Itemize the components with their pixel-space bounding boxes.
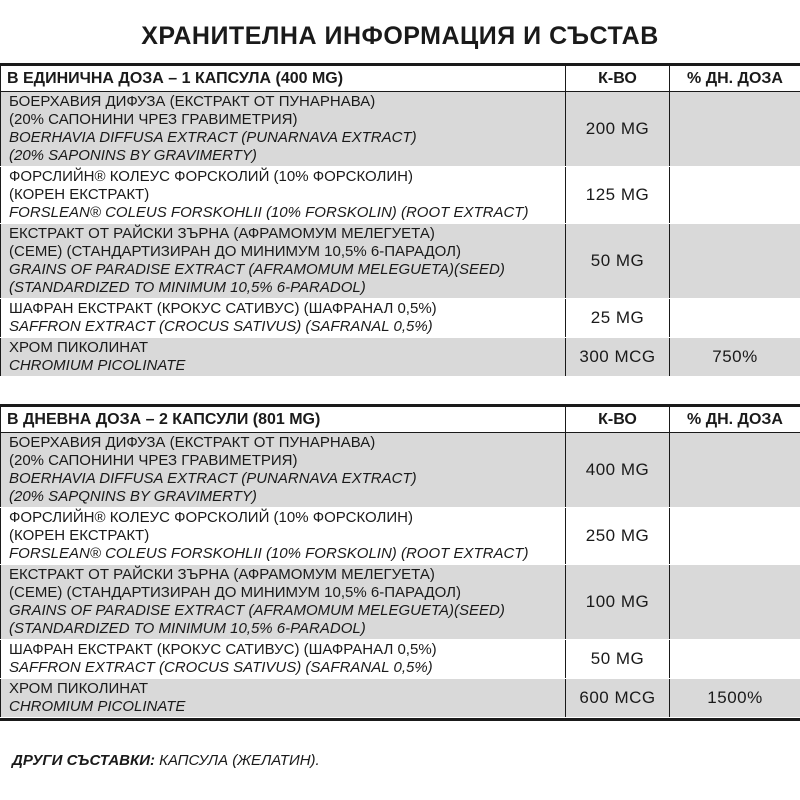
ingredient-name-en: GRAINS OF PARADISE EXTRACT (AFRAMOMUM MELEGUETA)(SEED) <box>9 261 505 278</box>
ingredient-daily-value <box>670 299 800 338</box>
ingredient-name-bg: (20% САПОНИНИ ЧРЕЗ ГРАВИМЕТРИЯ) <box>9 111 298 128</box>
ingredient-name-bg: БОЕРХАВИЯ ДИФУЗА (ЕКСТРАКТ ОТ ПУНАРНАВА) <box>9 93 376 110</box>
ingredient-name-en: CHROMIUM PICOLINATE <box>9 357 186 374</box>
ingredient-amount: 25 MG <box>566 299 670 338</box>
ingredient-name <box>1 679 566 718</box>
table-row <box>1 640 800 679</box>
ingredient-daily-value <box>670 433 800 508</box>
ingredient-name <box>1 640 566 679</box>
ingredient-name <box>1 508 566 565</box>
table-row <box>1 92 800 167</box>
ingredient-amount: 50 MG <box>566 224 670 299</box>
ingredient-name <box>1 433 566 508</box>
ingredient-amount: 50 MG <box>566 640 670 679</box>
ingredient-name <box>1 299 566 338</box>
ingredient-name <box>1 565 566 640</box>
ingredient-name <box>1 92 566 167</box>
table-row <box>1 167 800 224</box>
table-row <box>1 508 800 565</box>
ingredient-amount: 600 MCG <box>566 679 670 718</box>
daily-dose-table <box>0 404 800 718</box>
ingredient-amount: 200 MG <box>566 92 670 167</box>
ingredient-daily-value <box>670 508 800 565</box>
ingredient-amount: 125 MG <box>566 167 670 224</box>
table-header-row <box>1 65 800 92</box>
ingredient-name-bg: (КОРЕН ЕКСТРАКТ) <box>9 186 150 203</box>
ingredient-name-en: FORSLEAN® COLEUS FORSKOHLII (10% FORSKOLIN) (ROOT EXTRACT) <box>9 204 529 221</box>
ingredient-name-bg: ШАФРАН ЕКСТРАКТ (КРОКУС САТИВУС) (ШАФРАНАЛ 0,5%) <box>9 300 437 317</box>
table-row <box>1 338 800 377</box>
ingredient-name-en: CHROMIUM PICOLINATE <box>9 698 186 715</box>
ingredient-daily-value <box>670 167 800 224</box>
dv-header: % ДН. ДОЗА <box>670 406 800 433</box>
table-row <box>1 433 800 508</box>
ingredient-amount: 250 MG <box>566 508 670 565</box>
ingredient-name-en: (20% SAPQNINS BY GRAVIMERTY) <box>9 488 257 505</box>
ingredient-daily-value: 1500% <box>670 679 800 718</box>
ingredient-name-en: SAFFRON EXTRACT (CROCUS SATIVUS) (SAFRANAL 0,5%) <box>9 318 433 335</box>
ingredient-name-bg: ЕКСТРАКТ ОТ РАЙСКИ ЗЪРНА (АФРАМОМУМ МЕЛЕГУЕТА) <box>9 225 435 242</box>
ingredient-name-bg: ХРОМ ПИКОЛИНАТ <box>9 339 149 356</box>
table-row <box>1 679 800 718</box>
table-row <box>1 299 800 338</box>
ingredient-daily-value <box>670 640 800 679</box>
ingredient-name <box>1 167 566 224</box>
table-row <box>1 224 800 299</box>
other-ingredients-label: ДРУГИ СЪСТАВКИ: <box>12 752 156 769</box>
ingredient-name-bg: ФОРСЛИЙН® КОЛЕУС ФОРСКОЛИЙ (10% ФОРСКОЛИН) <box>9 168 413 185</box>
ingredient-name-bg: ФОРСЛИЙН® КОЛЕУС ФОРСКОЛИЙ (10% ФОРСКОЛИН) <box>9 509 413 526</box>
ingredient-daily-value <box>670 565 800 640</box>
ingredient-name <box>1 338 566 377</box>
ingredient-name-en: (STANDARDIZED TO MINIMUM 10,5% 6-PARADOL) <box>9 620 366 637</box>
page-title: ХРАНИТЕЛНА ИНФОРМАЦИЯ И СЪСТАВ <box>141 22 659 50</box>
other-ingredients <box>12 752 320 769</box>
ingredient-name-en: GRAINS OF PARADISE EXTRACT (AFRAMOMUM MELEGUETA)(SEED) <box>9 602 505 619</box>
table-header-row <box>1 406 800 433</box>
ingredient-name-en: SAFFRON EXTRACT (CROCUS SATIVUS) (SAFRANAL 0,5%) <box>9 659 433 676</box>
ingredient-amount: 100 MG <box>566 565 670 640</box>
ingredient-name-en: BOERHAVIA DIFFUSA EXTRACT (PUNARNAVA EXTRACT) <box>9 129 417 146</box>
section-header: В ДНЕВНА ДОЗА – 2 КАПСУЛИ (801 MG) <box>1 406 566 433</box>
ingredient-name-bg: (СЕМЕ) (СТАНДАРТИЗИРАН ДО МИНИМУМ 10,5% 6-ПАРАДОЛ) <box>9 584 462 601</box>
bottom-rule <box>0 718 800 721</box>
ingredient-name-en: (STANDARDIZED TO MINIMUM 10,5% 6-PARADOL) <box>9 279 366 296</box>
ingredient-name <box>1 224 566 299</box>
qty-header: К-ВО <box>566 65 670 92</box>
ingredient-name-bg: ЕКСТРАКТ ОТ РАЙСКИ ЗЪРНА (АФРАМОМУМ МЕЛЕГУЕТА) <box>9 566 435 583</box>
ingredient-daily-value: 750% <box>670 338 800 377</box>
dv-header: % ДН. ДОЗА <box>670 65 800 92</box>
ingredient-name-bg: ХРОМ ПИКОЛИНАТ <box>9 680 149 697</box>
qty-header: К-ВО <box>566 406 670 433</box>
ingredient-daily-value <box>670 224 800 299</box>
ingredient-name-bg: ШАФРАН ЕКСТРАКТ (КРОКУС САТИВУС) (ШАФРАНАЛ 0,5%) <box>9 641 437 658</box>
ingredient-name-bg: БОЕРХАВИЯ ДИФУЗА (ЕКСТРАКТ ОТ ПУНАРНАВА) <box>9 434 376 451</box>
other-ingredients-text: КАПСУЛА (ЖЕЛАТИН). <box>155 752 320 769</box>
ingredient-amount: 400 MG <box>566 433 670 508</box>
table-row <box>1 565 800 640</box>
ingredient-name-bg: (СЕМЕ) (СТАНДАРТИЗИРАН ДО МИНИМУМ 10,5% 6-ПАРАДОЛ) <box>9 243 462 260</box>
ingredient-name-en: BOERHAVIA DIFFUSA EXTRACT (PUNARNAVA EXTRACT) <box>9 470 417 487</box>
ingredient-daily-value <box>670 92 800 167</box>
ingredient-name-bg: (20% САПОНИНИ ЧРЕЗ ГРАВИМЕТРИЯ) <box>9 452 298 469</box>
ingredient-amount: 300 MCG <box>566 338 670 377</box>
ingredient-name-en: FORSLEAN® COLEUS FORSKOHLII (10% FORSKOLIN) (ROOT EXTRACT) <box>9 545 529 562</box>
ingredient-name-bg: (КОРЕН ЕКСТРАКТ) <box>9 527 150 544</box>
single-dose-table <box>0 63 800 377</box>
section-header: В ЕДИНИЧНА ДОЗА – 1 КАПСУЛА (400 MG) <box>1 65 566 92</box>
ingredient-name-en: (20% SAPONINS BY GRAVIMERTY) <box>9 147 257 164</box>
